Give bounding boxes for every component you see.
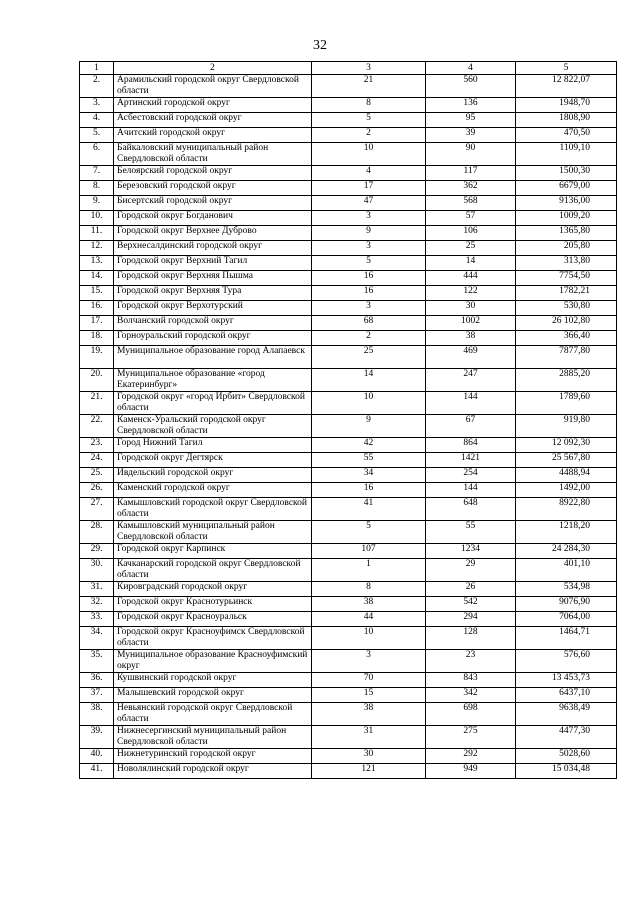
col-5-value: 1789,60 xyxy=(516,392,617,415)
table-row xyxy=(80,241,617,256)
header-col-3: 3 xyxy=(312,62,426,75)
col-4-value: 1421 xyxy=(426,453,516,468)
municipality-name: Кушвинский городской округ xyxy=(114,673,312,688)
col-3-value: 5 xyxy=(312,521,426,544)
col-5-value: 13 453,73 xyxy=(516,673,617,688)
table-row xyxy=(80,498,617,521)
col-3-value: 34 xyxy=(312,468,426,483)
col-5-value: 530,80 xyxy=(516,301,617,316)
row-number: 29. xyxy=(80,544,114,559)
table-row xyxy=(80,582,617,597)
table-row xyxy=(80,688,617,703)
table-row xyxy=(80,726,617,749)
municipality-name: Ивдельский городской округ xyxy=(114,468,312,483)
municipality-name: Городской округ Верхнее Дуброво xyxy=(114,226,312,241)
col-5-value: 12 822,07 xyxy=(516,75,617,98)
table-header-row xyxy=(80,62,617,75)
col-4-value: 14 xyxy=(426,256,516,271)
col-3-value: 47 xyxy=(312,196,426,211)
col-4-value: 843 xyxy=(426,673,516,688)
col-5-value: 6437,10 xyxy=(516,688,617,703)
table-row xyxy=(80,392,617,415)
col-5-value: 1500,30 xyxy=(516,166,617,181)
col-5-value: 313,80 xyxy=(516,256,617,271)
municipality-name: Качканарский городской округ Свердловской области xyxy=(114,559,312,582)
col-3-value: 16 xyxy=(312,286,426,301)
col-5-value: 1109,10 xyxy=(516,143,617,166)
col-3-value: 1 xyxy=(312,559,426,582)
col-4-value: 254 xyxy=(426,468,516,483)
row-number: 41. xyxy=(80,764,114,779)
row-number: 5. xyxy=(80,128,114,143)
municipality-name: Городской округ Дегтярск xyxy=(114,453,312,468)
table-row xyxy=(80,128,617,143)
municipality-name: Городской округ Верхняя Тура xyxy=(114,286,312,301)
row-number: 14. xyxy=(80,271,114,286)
header-col-1: 1 xyxy=(80,62,114,75)
col-3-value: 16 xyxy=(312,271,426,286)
municipality-name: Муниципальное образование «город Екатеринбург» xyxy=(114,369,312,392)
col-4-value: 342 xyxy=(426,688,516,703)
table-row xyxy=(80,256,617,271)
row-number: 23. xyxy=(80,438,114,453)
table-row xyxy=(80,226,617,241)
col-3-value: 9 xyxy=(312,415,426,438)
municipality-name: Муниципальное образование город Алапаевск xyxy=(114,346,312,369)
municipality-name: Белоярский городской округ xyxy=(114,166,312,181)
col-5-value: 9136,00 xyxy=(516,196,617,211)
col-5-value: 24 284,30 xyxy=(516,544,617,559)
municipality-name: Городской округ Верхотурский xyxy=(114,301,312,316)
col-3-value: 31 xyxy=(312,726,426,749)
table-row xyxy=(80,597,617,612)
col-4-value: 122 xyxy=(426,286,516,301)
col-3-value: 3 xyxy=(312,650,426,673)
col-5-value: 1218,20 xyxy=(516,521,617,544)
table-row xyxy=(80,612,617,627)
col-4-value: 128 xyxy=(426,627,516,650)
row-number: 26. xyxy=(80,483,114,498)
col-5-value: 7877,80 xyxy=(516,346,617,369)
col-5-value: 9638,49 xyxy=(516,703,617,726)
col-3-value: 10 xyxy=(312,627,426,650)
col-5-value: 534,98 xyxy=(516,582,617,597)
municipality-name: Каменский городской округ xyxy=(114,483,312,498)
col-5-value: 401,10 xyxy=(516,559,617,582)
col-5-value: 470,50 xyxy=(516,128,617,143)
table-row xyxy=(80,211,617,226)
table-row xyxy=(80,286,617,301)
col-4-value: 1234 xyxy=(426,544,516,559)
row-number: 12. xyxy=(80,241,114,256)
col-4-value: 90 xyxy=(426,143,516,166)
municipality-name: Невьянский городской округ Свердловской области xyxy=(114,703,312,726)
col-5-value: 1782,21 xyxy=(516,286,617,301)
municipality-name: Березовский городской округ xyxy=(114,181,312,196)
municipality-name: Муниципальное образование Красноуфимский округ xyxy=(114,650,312,673)
row-number: 38. xyxy=(80,703,114,726)
table-row xyxy=(80,113,617,128)
row-number: 2. xyxy=(80,75,114,98)
col-3-value: 16 xyxy=(312,483,426,498)
municipality-name: Волчанский городской округ xyxy=(114,316,312,331)
col-5-value: 25 567,80 xyxy=(516,453,617,468)
col-3-value: 17 xyxy=(312,181,426,196)
col-3-value: 38 xyxy=(312,703,426,726)
col-5-value: 4477,30 xyxy=(516,726,617,749)
table-row xyxy=(80,483,617,498)
col-3-value: 8 xyxy=(312,98,426,113)
col-3-value: 68 xyxy=(312,316,426,331)
row-number: 37. xyxy=(80,688,114,703)
row-number: 20. xyxy=(80,369,114,392)
table-row xyxy=(80,301,617,316)
table-body xyxy=(80,75,617,779)
table-row xyxy=(80,453,617,468)
table-row xyxy=(80,181,617,196)
municipality-name: Городской округ Верхняя Пышма xyxy=(114,271,312,286)
col-5-value: 205,80 xyxy=(516,241,617,256)
row-number: 32. xyxy=(80,597,114,612)
table-row xyxy=(80,673,617,688)
col-4-value: 1002 xyxy=(426,316,516,331)
col-4-value: 67 xyxy=(426,415,516,438)
row-number: 13. xyxy=(80,256,114,271)
col-5-value: 7064,00 xyxy=(516,612,617,627)
municipality-name: Кировградский городской округ xyxy=(114,582,312,597)
row-number: 7. xyxy=(80,166,114,181)
col-4-value: 560 xyxy=(426,75,516,98)
col-3-value: 121 xyxy=(312,764,426,779)
col-3-value: 3 xyxy=(312,241,426,256)
municipality-name: Верхнесалдинский городской округ xyxy=(114,241,312,256)
row-number: 16. xyxy=(80,301,114,316)
table-row xyxy=(80,75,617,98)
row-number: 22. xyxy=(80,415,114,438)
col-5-value: 6679,00 xyxy=(516,181,617,196)
col-3-value: 3 xyxy=(312,211,426,226)
col-4-value: 292 xyxy=(426,749,516,764)
col-4-value: 144 xyxy=(426,392,516,415)
col-3-value: 21 xyxy=(312,75,426,98)
row-number: 30. xyxy=(80,559,114,582)
row-number: 4. xyxy=(80,113,114,128)
col-3-value: 30 xyxy=(312,749,426,764)
municipality-name: Городской округ Красноуральск xyxy=(114,612,312,627)
col-3-value: 8 xyxy=(312,582,426,597)
row-number: 35. xyxy=(80,650,114,673)
col-4-value: 949 xyxy=(426,764,516,779)
header-col-4: 4 xyxy=(426,62,516,75)
col-3-value: 5 xyxy=(312,256,426,271)
table-row xyxy=(80,331,617,346)
col-5-value: 9076,90 xyxy=(516,597,617,612)
col-4-value: 23 xyxy=(426,650,516,673)
col-5-value: 919,80 xyxy=(516,415,617,438)
municipality-name: Ачитский городской округ xyxy=(114,128,312,143)
col-3-value: 15 xyxy=(312,688,426,703)
col-4-value: 275 xyxy=(426,726,516,749)
col-4-value: 294 xyxy=(426,612,516,627)
row-number: 19. xyxy=(80,346,114,369)
col-4-value: 864 xyxy=(426,438,516,453)
municipality-name: Нижнесергинский муниципальный район Свердловской области xyxy=(114,726,312,749)
table-row xyxy=(80,749,617,764)
col-4-value: 25 xyxy=(426,241,516,256)
col-3-value: 70 xyxy=(312,673,426,688)
col-5-value: 5028,60 xyxy=(516,749,617,764)
municipality-name: Камышловский городской округ Свердловской области xyxy=(114,498,312,521)
table-row xyxy=(80,369,617,392)
municipality-name: Городской округ Карпинск xyxy=(114,544,312,559)
row-number: 15. xyxy=(80,286,114,301)
col-3-value: 55 xyxy=(312,453,426,468)
table-row xyxy=(80,316,617,331)
row-number: 11. xyxy=(80,226,114,241)
col-3-value: 41 xyxy=(312,498,426,521)
col-4-value: 362 xyxy=(426,181,516,196)
col-4-value: 30 xyxy=(426,301,516,316)
col-5-value: 366,40 xyxy=(516,331,617,346)
table-row xyxy=(80,544,617,559)
row-number: 6. xyxy=(80,143,114,166)
row-number: 24. xyxy=(80,453,114,468)
table-row xyxy=(80,271,617,286)
municipality-name: Городской округ Красноуфимск Свердловской области xyxy=(114,627,312,650)
table-row xyxy=(80,166,617,181)
col-3-value: 2 xyxy=(312,128,426,143)
col-5-value: 15 034,48 xyxy=(516,764,617,779)
col-5-value: 7754,50 xyxy=(516,271,617,286)
row-number: 17. xyxy=(80,316,114,331)
col-4-value: 106 xyxy=(426,226,516,241)
row-number: 21. xyxy=(80,392,114,415)
municipality-name: Малышевский городской округ xyxy=(114,688,312,703)
col-4-value: 55 xyxy=(426,521,516,544)
data-table xyxy=(79,61,617,779)
municipality-name: Байкаловский муниципальный район Свердловской области xyxy=(114,143,312,166)
table-row xyxy=(80,559,617,582)
col-4-value: 57 xyxy=(426,211,516,226)
col-3-value: 42 xyxy=(312,438,426,453)
table-row xyxy=(80,627,617,650)
col-4-value: 568 xyxy=(426,196,516,211)
row-number: 8. xyxy=(80,181,114,196)
col-5-value: 1009,20 xyxy=(516,211,617,226)
row-number: 28. xyxy=(80,521,114,544)
col-4-value: 26 xyxy=(426,582,516,597)
col-4-value: 444 xyxy=(426,271,516,286)
col-3-value: 5 xyxy=(312,113,426,128)
municipality-name: Горноуральский городской округ xyxy=(114,331,312,346)
col-4-value: 698 xyxy=(426,703,516,726)
row-number: 18. xyxy=(80,331,114,346)
row-number: 34. xyxy=(80,627,114,650)
col-5-value: 576,60 xyxy=(516,650,617,673)
table-row xyxy=(80,346,617,369)
col-5-value: 1492,00 xyxy=(516,483,617,498)
municipality-name: Асбестовский городской округ xyxy=(114,113,312,128)
municipality-name: Каменск-Уральский городской округ Свердловской области xyxy=(114,415,312,438)
col-4-value: 247 xyxy=(426,369,516,392)
col-4-value: 542 xyxy=(426,597,516,612)
col-3-value: 3 xyxy=(312,301,426,316)
col-4-value: 469 xyxy=(426,346,516,369)
col-5-value: 26 102,80 xyxy=(516,316,617,331)
row-number: 40. xyxy=(80,749,114,764)
col-3-value: 10 xyxy=(312,392,426,415)
table-row xyxy=(80,468,617,483)
col-3-value: 2 xyxy=(312,331,426,346)
col-3-value: 9 xyxy=(312,226,426,241)
municipality-name: Бисертский городской округ xyxy=(114,196,312,211)
municipality-name: Камышловский муниципальный район Свердловской области xyxy=(114,521,312,544)
table-row xyxy=(80,98,617,113)
table-row xyxy=(80,764,617,779)
municipality-name: Городской округ Богданович xyxy=(114,211,312,226)
table-row xyxy=(80,650,617,673)
col-3-value: 107 xyxy=(312,544,426,559)
col-4-value: 144 xyxy=(426,483,516,498)
municipality-name: Артинский городской округ xyxy=(114,98,312,113)
row-number: 31. xyxy=(80,582,114,597)
municipality-name: Город Нижний Тагил xyxy=(114,438,312,453)
col-5-value: 1808,90 xyxy=(516,113,617,128)
row-number: 25. xyxy=(80,468,114,483)
col-4-value: 136 xyxy=(426,98,516,113)
col-5-value: 2885,20 xyxy=(516,369,617,392)
municipality-name: Нижнетуринский городской округ xyxy=(114,749,312,764)
col-3-value: 25 xyxy=(312,346,426,369)
row-number: 3. xyxy=(80,98,114,113)
col-5-value: 4488,94 xyxy=(516,468,617,483)
col-5-value: 1365,80 xyxy=(516,226,617,241)
col-4-value: 117 xyxy=(426,166,516,181)
municipality-name: Городской округ «город Ирбит» Свердловской области xyxy=(114,392,312,415)
table-row xyxy=(80,143,617,166)
header-col-2: 2 xyxy=(114,62,312,75)
col-4-value: 95 xyxy=(426,113,516,128)
col-3-value: 4 xyxy=(312,166,426,181)
municipality-name: Городской округ Верхний Тагил xyxy=(114,256,312,271)
col-3-value: 10 xyxy=(312,143,426,166)
municipality-name: Городской округ Краснотурьинск xyxy=(114,597,312,612)
municipality-name: Арамильский городской округ Свердловской области xyxy=(114,75,312,98)
col-4-value: 648 xyxy=(426,498,516,521)
col-4-value: 39 xyxy=(426,128,516,143)
table-row xyxy=(80,196,617,211)
col-4-value: 38 xyxy=(426,331,516,346)
col-3-value: 44 xyxy=(312,612,426,627)
row-number: 39. xyxy=(80,726,114,749)
row-number: 9. xyxy=(80,196,114,211)
col-5-value: 12 092,30 xyxy=(516,438,617,453)
row-number: 33. xyxy=(80,612,114,627)
col-3-value: 14 xyxy=(312,369,426,392)
col-4-value: 29 xyxy=(426,559,516,582)
col-3-value: 38 xyxy=(312,597,426,612)
col-5-value: 1948,70 xyxy=(516,98,617,113)
row-number: 10. xyxy=(80,211,114,226)
table-row xyxy=(80,703,617,726)
municipality-name: Новолялинский городской округ xyxy=(114,764,312,779)
row-number: 36. xyxy=(80,673,114,688)
col-5-value: 1464,71 xyxy=(516,627,617,650)
row-number: 27. xyxy=(80,498,114,521)
page-number: 32 xyxy=(313,38,327,53)
header-col-5: 5 xyxy=(516,62,617,75)
table-row xyxy=(80,415,617,438)
col-5-value: 8922,80 xyxy=(516,498,617,521)
table-row xyxy=(80,438,617,453)
table-row xyxy=(80,521,617,544)
